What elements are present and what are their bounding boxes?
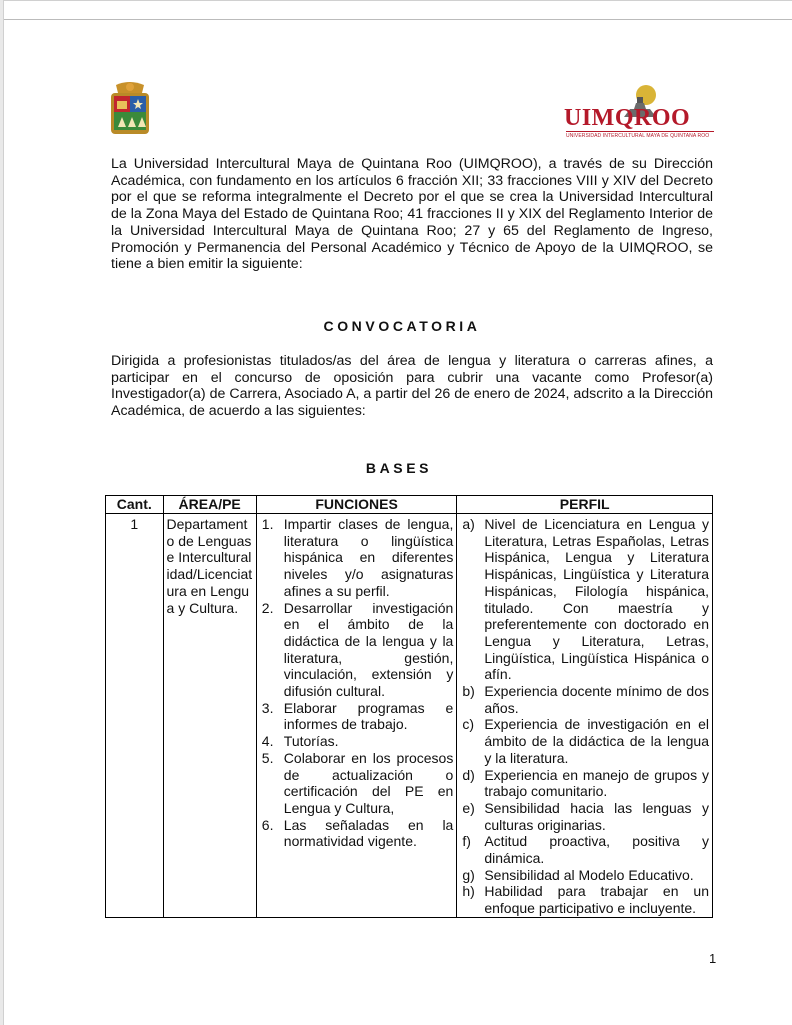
intro-paragraph: La Universidad Intercultural Maya de Quintana Roo (UIMQROO), a través de su Dirección Académica, con fundamento en los artículos 6 fracción XII; 33 fracciones VIII y XIV del Decreto por el que se reforma integralmente el Decreto por el que se crea la Universidad Intercultural de la Zona Maya del Estado de Quintana Roo; 41 fracciones II y XIX del Reglamento Interior de la Universidad Intercultural Maya de Quintana Roo; 27 y 65 del Reglamento de Ingreso, Promoción y Permanencia del Personal Académico y Técnico de Apoyo de la UIMQROO, se tiene a bien emitir la siguiente: [111, 156, 713, 273]
logo-wordmark: UIMQROO [564, 105, 691, 131]
uimqroo-logo [564, 83, 716, 141]
header-funciones: FUNCIONES [256, 496, 457, 514]
list-text: Sensibilidad al Modelo Educativo. [484, 866, 694, 883]
bases-title: BASES [365, 460, 433, 476]
list-marker: 1. [261, 516, 274, 532]
list-text: Habilidad para trabajar en un enfoque participativo e incluyente. [484, 883, 709, 917]
perfil-item [460, 516, 709, 683]
list-text: Nivel de Licenciatura en Lengua y Literatura, Letras Españolas, Letras Hispánica, Lengua y Literatura Hispánicas, Lingüística y Literatura Hispánicas, Filología hispánica, titulado. Con maestría y preferentemente con doctorado en Lengua y Literatura, Letras, Lingüística, Lingüística Hispánica o afín. [484, 516, 709, 683]
header-cant: Cant. [106, 496, 164, 514]
perfil-item [460, 683, 709, 716]
list-marker: e) [462, 799, 475, 816]
top-divider [4, 19, 792, 20]
funcion-item [260, 600, 454, 700]
document-page [3, 0, 792, 1025]
funciones-list [260, 516, 454, 850]
perfil-list [460, 516, 709, 917]
funcion-item [260, 700, 454, 733]
list-text: Experiencia docente mínimo de dos años. [484, 683, 709, 716]
list-marker: 2. [261, 599, 274, 616]
convocatoria-title: CONVOCATORIA [323, 318, 481, 334]
list-marker: g) [462, 866, 475, 883]
funcion-item [260, 817, 454, 850]
list-marker: c) [462, 716, 475, 733]
list-marker: h) [462, 883, 475, 900]
list-text: Elaborar programas e informes de trabajo. [283, 699, 454, 733]
cell-area: Departamento de Lenguas e Interculturalidad/Licenciatura en Lengua y Cultura. [163, 514, 256, 918]
list-text: Impartir clases de lengua, literatura o lingüística hispánica en diferentes niveles y/o asignaturas afines a su perfil. [283, 516, 454, 599]
list-marker: d) [462, 766, 475, 783]
table-header-row [106, 496, 713, 514]
list-marker: f) [462, 833, 471, 850]
list-text: Experiencia en manejo de grupos y trabajo comunitario. [484, 766, 709, 800]
state-coat-of-arms-icon [108, 81, 152, 136]
cell-funciones [256, 514, 457, 918]
list-text: Experiencia de investigación en el ámbito de la didáctica de la lengua y la literatura. [484, 716, 709, 766]
list-marker: a) [462, 516, 475, 532]
perfil-item [460, 767, 709, 800]
perfil-item [460, 833, 709, 866]
funcion-item [260, 516, 454, 600]
list-text: Desarrollar investigación en el ámbito de la didáctica de la lengua y la literatura, gestión, vinculación, extensión y difusión cultural. [283, 599, 454, 700]
call-paragraph: Dirigida a profesionistas titulados/as del área de lengua y literatura o carreras afines, a participar en el concurso de oposición para cubrir una vacante como Profesor(a) Investigador(a) de Carrera, Asociado A, a partir del 26 de enero de 2024, adscrito a la Dirección Académica, de acuerdo a las siguientes: [111, 353, 713, 420]
list-marker: 6. [261, 816, 274, 833]
page-number: 1 [709, 951, 717, 966]
perfil-item [460, 883, 709, 916]
table-row [106, 514, 713, 918]
funcion-item [260, 750, 454, 817]
list-text: Sensibilidad hacia las lenguas y culturas originarias. [484, 799, 709, 833]
perfil-item [460, 867, 709, 884]
list-text: Colaborar en los procesos de actualización o certificación del PE en Lengua y Cultura, [283, 749, 454, 816]
bases-table [105, 495, 713, 918]
logo-tagline: UNIVERSIDAD INTERCULTURAL MAYA DE QUINTANA ROO [566, 131, 714, 139]
list-marker: 5. [261, 749, 274, 766]
list-text: Actitud proactiva, positiva y dinámica. [484, 833, 709, 867]
header-perfil: PERFIL [457, 496, 713, 514]
list-marker: 4. [261, 733, 274, 750]
cell-perfil [457, 514, 713, 918]
cell-cant: 1 [106, 514, 164, 918]
list-marker: b) [462, 683, 475, 700]
list-text: Las señaladas en la normatividad vigente. [283, 816, 454, 850]
header-area: ÁREA/PE [163, 496, 256, 514]
perfil-item [460, 716, 709, 766]
funcion-item [260, 733, 454, 750]
list-marker: 3. [261, 699, 274, 716]
list-text: Tutorías. [283, 733, 339, 750]
perfil-item [460, 800, 709, 833]
